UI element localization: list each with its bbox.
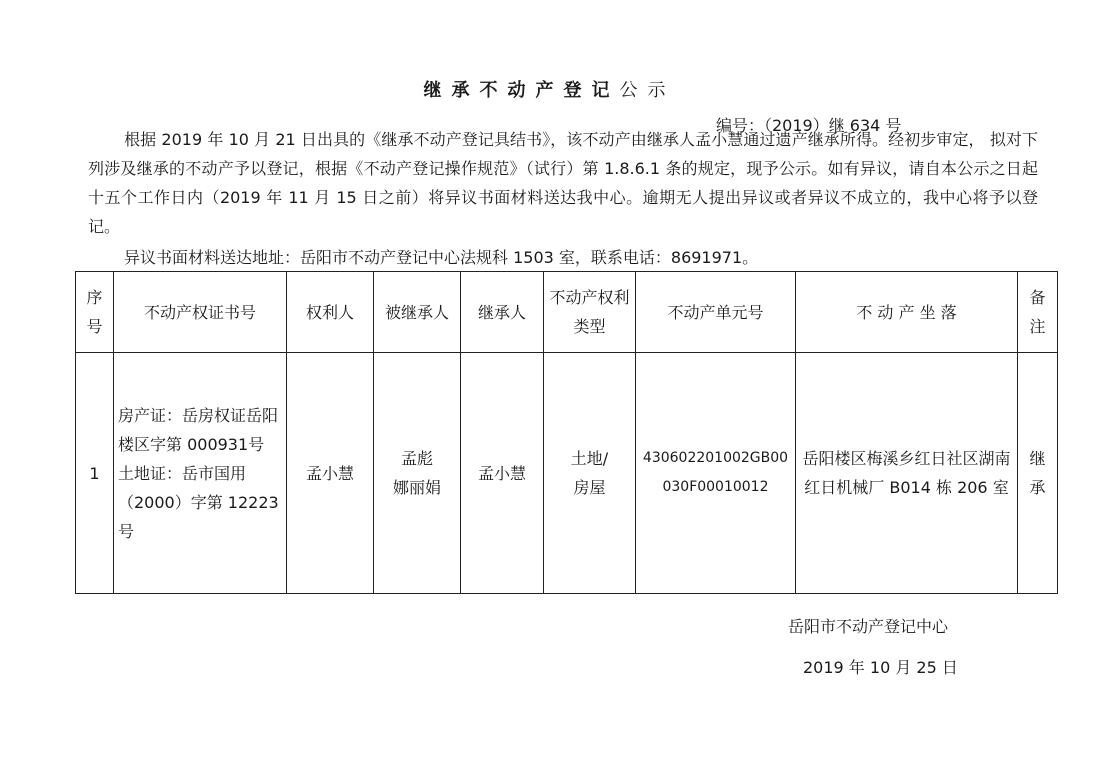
title-suffix: 公示 xyxy=(619,80,676,101)
cell-heir: 孟小慧 xyxy=(461,353,544,594)
cell-right-type: 土地/ 房屋 xyxy=(544,353,636,594)
cell-decedent: 孟彪 娜丽娟 xyxy=(374,353,461,594)
cell-right-holder: 孟小慧 xyxy=(287,353,374,594)
body-paragraph-block xyxy=(88,125,1038,241)
header-right-type: 不动产权利类型 xyxy=(544,272,636,353)
cell-remark: 继承 xyxy=(1018,353,1058,594)
cell-location: 岳阳楼区梅溪乡红日社区湖南红日机械厂 B014 栋 206 室 xyxy=(796,353,1018,594)
header-remark: 备注 xyxy=(1018,272,1058,353)
header-unit-no: 不动产单元号 xyxy=(636,272,796,353)
header-heir: 继承人 xyxy=(461,272,544,353)
header-location: 不 动 产 坐 落 xyxy=(796,272,1018,353)
header-cert-no: 不动产权证书号 xyxy=(114,272,287,353)
title-main: 继承不动产登记 xyxy=(423,80,620,101)
notice-title xyxy=(0,76,1099,102)
body-paragraph: 根据 2019 年 10 月 21 日出具的《继承不动产登记具结书》，该不动产由继承人孟小慧通过遗产继承所得。经初步审定， 拟对下列涉及继承的不动产予以登记，根据《不动产登记操作规范》（试行）第 1.8.6.1 条的规定，现予公示。如有异议，请自本公示之日起十五个工作日内（2019 年 11 月 15 日之前）将异议书面材料送达我中心。逾期无人提出异议或者异议不成立的，我中心将予以登记。 xyxy=(88,130,1038,236)
header-seq: 序号 xyxy=(76,272,114,353)
header-decedent: 被继承人 xyxy=(374,272,461,353)
table-header-row xyxy=(76,272,1058,353)
table-row xyxy=(76,353,1058,594)
header-right-holder: 权利人 xyxy=(287,272,374,353)
issue-date: 2019 年 10 月 25 日 xyxy=(803,658,958,677)
registration-table xyxy=(75,271,1058,594)
objection-address: 异议书面材料送达地址：岳阳市不动产登记中心法规科 1503 室，联系电话：8691971。 xyxy=(124,248,759,267)
document-number: 编号：（2019）继 634 号 xyxy=(716,116,902,135)
cell-unit-no: 430602201002GB00030F00010012 xyxy=(636,353,796,594)
issuer-name: 岳阳市不动产登记中心 xyxy=(788,617,949,636)
cell-cert-no: 房产证：岳房权证岳阳楼区字第 000931号 土地证：岳市国用（2000）字第 12223号 xyxy=(114,353,287,594)
cell-seq: 1 xyxy=(76,353,114,594)
